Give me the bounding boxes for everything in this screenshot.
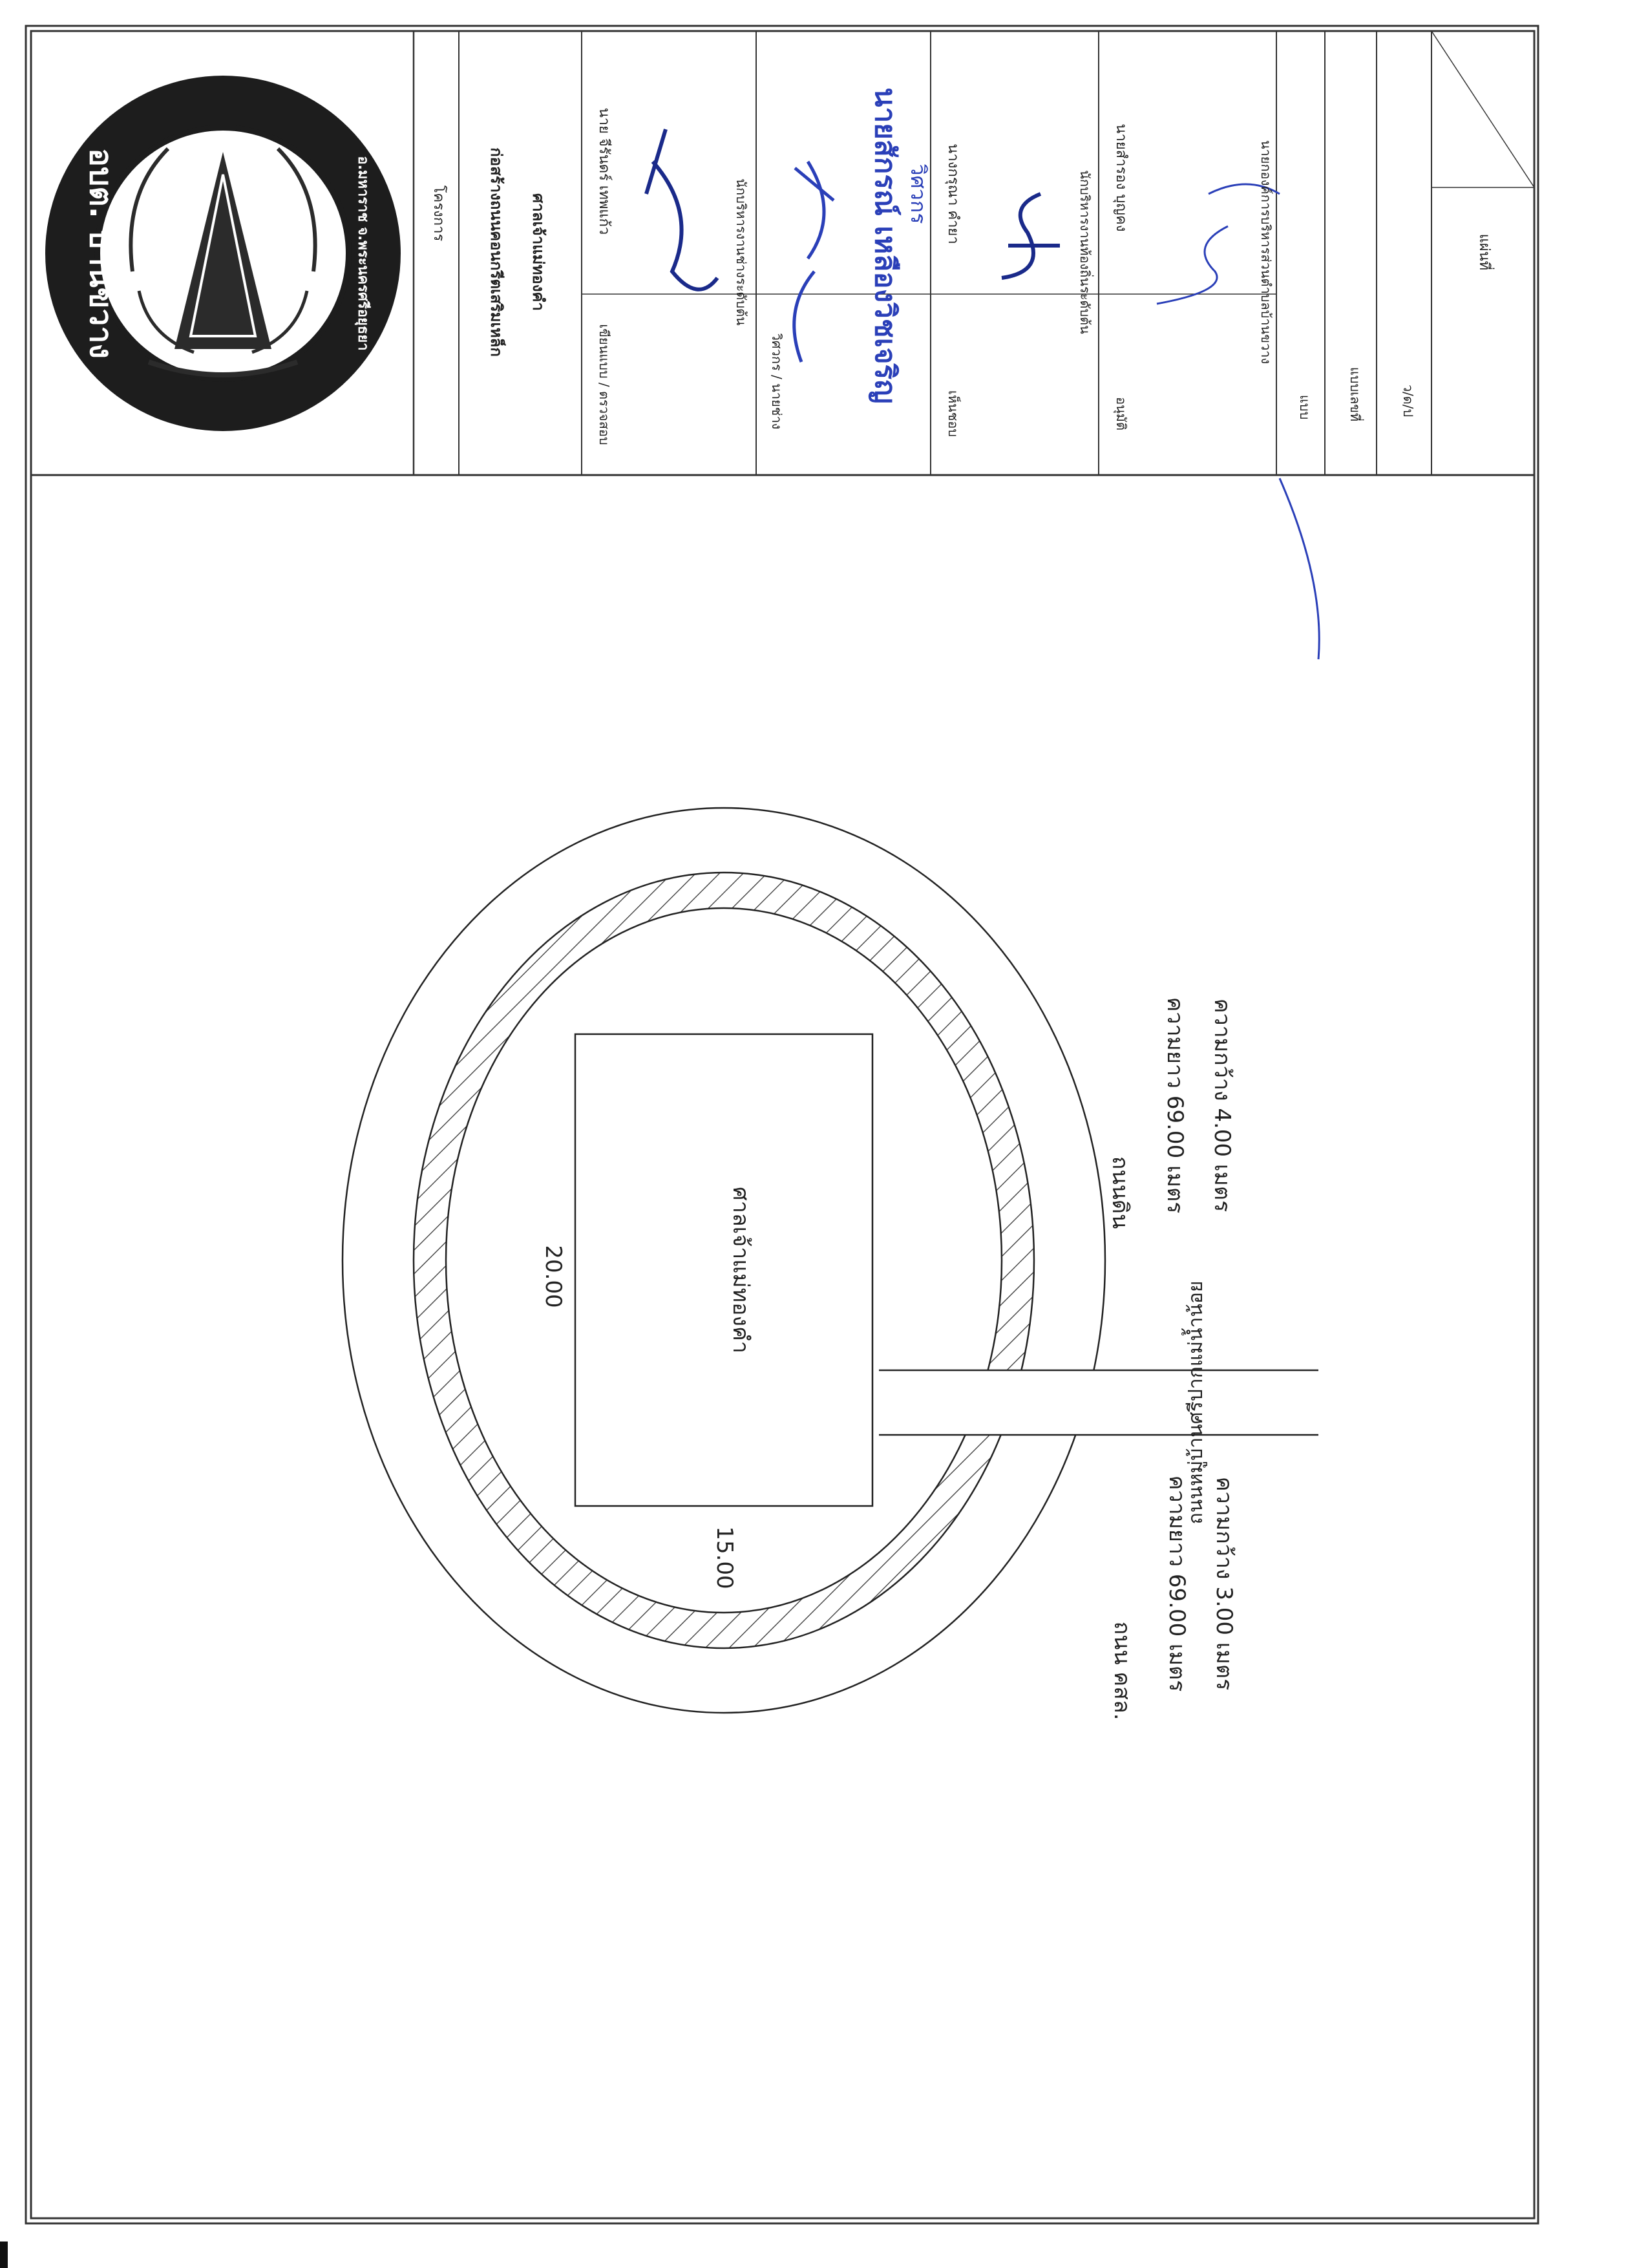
logo-text-bottom: อ.มหาราช จ.พระนครศรีอยุธยา	[355, 156, 371, 351]
page-label: แผ่นที่	[1476, 233, 1492, 271]
dimension-length: 15.00	[712, 1526, 737, 1589]
dirt-road-width: ความกว้าง 4.00 เมตร	[1209, 998, 1235, 1213]
engineer-label: วิศวกร / นายช่าง	[769, 333, 785, 430]
project-name-line2: ศาลเจ้าแม่ทองคำ	[529, 193, 547, 311]
approver-label: เห็นชอบ	[945, 390, 961, 437]
drafter-label: เขียนแบบ / ตรวจสอบ	[597, 324, 612, 445]
approver-name: นางกรุณา คำยา	[945, 143, 961, 244]
authorize-position: นายกองค์การบริหารส่วนตำบลบ้านขวาง	[1258, 140, 1274, 365]
drafter-name: นาย จีรันดร์ เทพแก้ว	[596, 107, 612, 235]
authorize-signature	[1157, 184, 1319, 659]
scan-corner-mark	[0, 2242, 8, 2268]
logo-text-top: อบต. บ้านขวาง	[83, 148, 119, 359]
new-road-length: ความยาว 69.00 เมตร	[1164, 1475, 1190, 1692]
access-road	[879, 1370, 1318, 1435]
access-road-label: ถนนหมู่บ้านศรีปากแม่น้ำน้อย	[1185, 1280, 1207, 1525]
authorize-name: นายสำรอง บุญคง	[1113, 123, 1129, 232]
new-road-label: ถนน คสล.	[1109, 1621, 1135, 1721]
dimension-width: 20.00	[540, 1245, 566, 1308]
sheet-type-label: แบบ	[1297, 394, 1313, 420]
date-label: ว/ด/ป	[1400, 384, 1416, 418]
engineer-title: วิศวกร	[906, 164, 931, 224]
shrine-building	[575, 1034, 872, 1506]
authorize-label: อนุมัติ	[1114, 397, 1129, 430]
project-label: โครงการ	[430, 185, 447, 242]
project-name-line1: ก่อสร้างถนนคอนกรีตเสริมเหล็ก	[487, 147, 505, 357]
dirt-road-length: ความยาว 69.00 เมตร	[1162, 997, 1188, 1214]
approver-signature	[1002, 194, 1060, 278]
new-road-width: ความกว้าง 3.00 เมตร	[1211, 1476, 1237, 1691]
engineer-name: นายสักรณ์ เหลืองวิชเจริญ	[869, 87, 902, 404]
sheet-number-label: แบบเลขที่	[1347, 366, 1363, 422]
approver-position: นักบริหารงานท้องถิ่นระดับต้น	[1077, 170, 1093, 334]
drafter-position: นักบริหารงานช่างระดับต้น	[734, 178, 749, 326]
engineer-signature	[794, 162, 834, 362]
dirt-road-label: ถนนดิน	[1107, 1156, 1133, 1229]
drafter-signature	[646, 129, 717, 290]
shrine-label: ศาลเจ้าแม่ทองคำ	[728, 1187, 754, 1353]
